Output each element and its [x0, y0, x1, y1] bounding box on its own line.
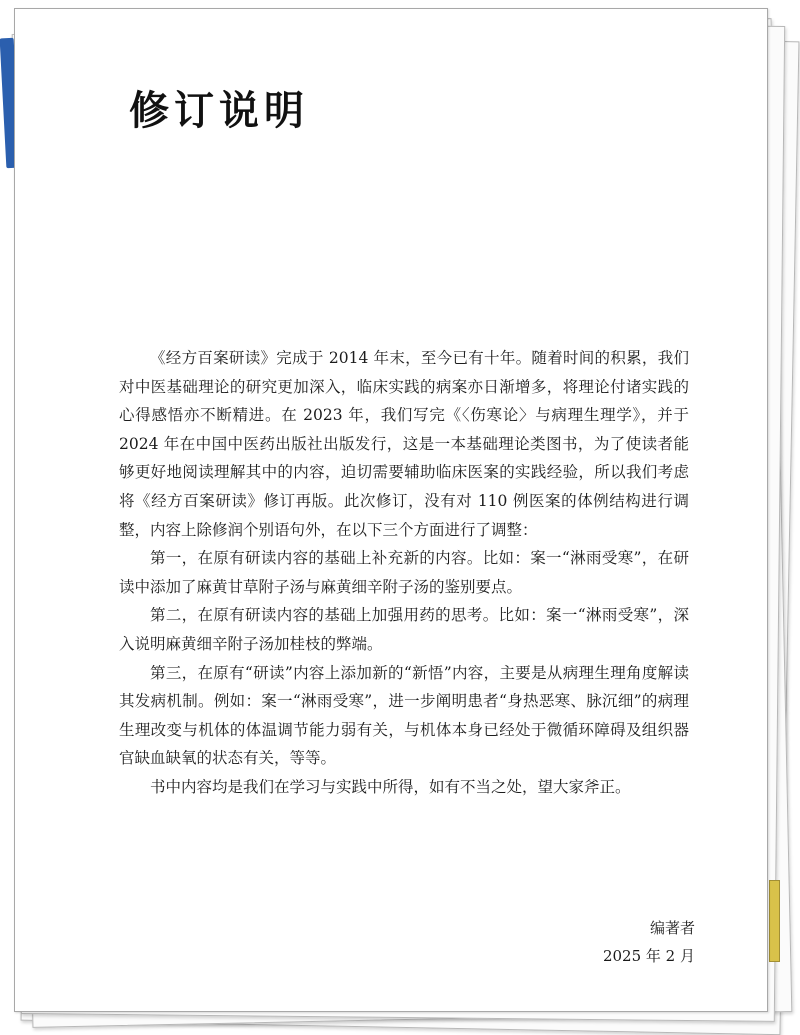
signature-block: [595, 914, 695, 970]
author-signature: 编著者: [649, 919, 695, 937]
paragraph-third-change: 第三，在原有“研读”内容上添加新的“新悟”内容，主要是从病理生理角度解读其发病机制。例如：案一“淋雨受寒”，进一步阐明患者“身热恶寒、脉沉细”的病理生理改变与机体的体温调节能力弱有关，与机体本身已经处于微循环障碍及组织器官缺血缺氧的状态有关，等等。: [119, 663, 689, 768]
paragraph-closing: 书中内容均是我们在学习与实践中所得，如有不当之处，望大家斧正。: [150, 777, 631, 796]
signature-date: 2025 年 2 月: [602, 947, 695, 965]
book-cover-edge: [769, 880, 780, 962]
page-title: 修订说明: [129, 88, 309, 134]
paragraph-first-change: 第一，在原有研读内容的基础上补充新的内容。比如：案一“淋雨受寒”，在研读中添加了麻黄甘草附子汤与麻黄细辛附子汤的鉴别要点。: [119, 549, 689, 596]
document-page: [14, 8, 768, 1012]
paragraph-intro: 《经方百案研读》完成于 2014 年末，至今已有十年。随着时间的积累，我们对中医基础理论的研究更加深入，临床实践的病案亦日渐增多，将理论付诸实践的心得感悟亦不断精进。在 2023 年，我们写完《〈伤寒论〉与病理生理学》，并于 2024 年在中国中医药出版社出版发行，这是一本基础理论类图书，为了使读者能够更好地阅读理解其中的内容，迫切需要辅助临床医案的实践经验，所以我们考虑将《经方百案研读》修订再版。此次修订，没有对 110 例医案的体例结构进行调整，内容上除修润个别语句外，在以下三个方面进行了调整：: [119, 349, 689, 539]
body-text: [119, 344, 689, 802]
paragraph-second-change: 第二，在原有研读内容的基础上加强用药的思考。比如：案一“淋雨受寒”，深入说明麻黄细辛附子汤加桂枝的弊端。: [119, 606, 689, 653]
